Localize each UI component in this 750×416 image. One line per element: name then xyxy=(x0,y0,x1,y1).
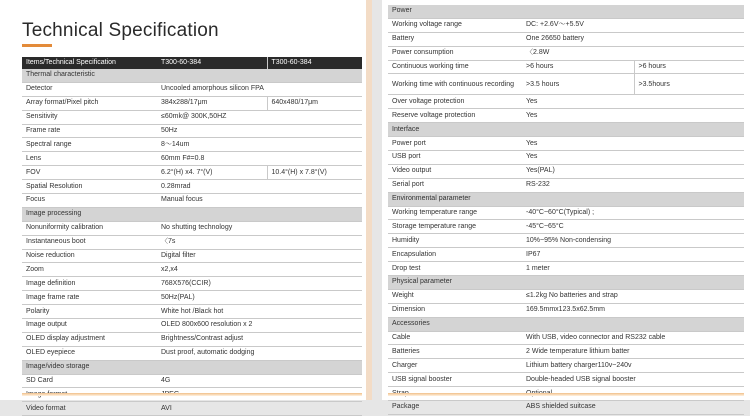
section-header-row xyxy=(388,192,744,206)
spec-value: 169.5mmx123.5x62.5mm xyxy=(522,303,744,317)
spec-label: SD Card xyxy=(22,374,157,388)
spec-label: Lens xyxy=(22,152,157,166)
spec-label: Polarity xyxy=(22,305,157,319)
spec-label: Drop test xyxy=(388,262,522,276)
section-header-row xyxy=(22,360,362,374)
spec-label: Storage temperature range xyxy=(388,220,522,234)
spec-row xyxy=(22,82,362,96)
section-header-row xyxy=(22,69,362,82)
spec-row xyxy=(22,221,362,235)
spec-row xyxy=(22,277,362,291)
spec-row xyxy=(388,303,744,317)
spec-row xyxy=(22,249,362,263)
spec-label: Spectral range xyxy=(22,138,157,152)
spec-row xyxy=(22,291,362,305)
spec-row xyxy=(22,138,362,152)
spec-value: DC: +2.6V～+5.5V xyxy=(522,18,744,32)
spec-label: Sensitivity xyxy=(22,110,157,124)
spec-label: Nonuniformity calibration xyxy=(22,221,157,235)
right-bottom-accent xyxy=(388,393,744,396)
spec-label: USB signal booster xyxy=(388,373,522,387)
spec-label: Over voltage protection xyxy=(388,95,522,109)
spec-row xyxy=(22,235,362,249)
section-header-row xyxy=(22,207,362,221)
spec-row xyxy=(388,220,744,234)
right-spec-panel xyxy=(382,0,750,411)
spec-value: 8～14um xyxy=(157,138,362,152)
spec-label: Noise reduction xyxy=(22,249,157,263)
spec-label: Humidity xyxy=(388,234,522,248)
spec-value: One 26650 battery xyxy=(522,32,744,46)
spec-row xyxy=(388,32,744,46)
spec-label: Zoom xyxy=(22,263,157,277)
spec-row xyxy=(388,109,744,123)
right-spec-table xyxy=(388,5,744,415)
spec-label: USB port xyxy=(388,151,522,165)
spec-value: Double-headed USB signal booster xyxy=(522,373,744,387)
spec-value-alt: >3.5hours xyxy=(634,74,744,95)
spec-row xyxy=(22,110,362,124)
section-label: Image processing xyxy=(22,207,362,221)
spec-row xyxy=(22,374,362,388)
spec-value-alt: 10.4°(H) x 7.8°(V) xyxy=(267,166,362,180)
page-title: Technical Specification xyxy=(22,20,219,41)
spec-value: 60mm F#=0.8 xyxy=(157,152,362,166)
spec-row xyxy=(388,289,744,303)
spec-label: Package xyxy=(388,401,522,415)
spec-value: ≤1.2kg No batteries and strap xyxy=(522,289,744,303)
spec-label: Instantaneous boot xyxy=(22,235,157,249)
spec-value: AVI xyxy=(157,402,362,416)
spec-value: x2,x4 xyxy=(157,263,362,277)
spec-label: Image output xyxy=(22,319,157,333)
spec-value: >3.5 hours xyxy=(522,74,634,95)
spec-value: Digital filter xyxy=(157,249,362,263)
spec-value: Yes xyxy=(522,109,744,123)
spec-label: Continuous working time xyxy=(388,60,522,74)
spec-label: Focus xyxy=(22,194,157,208)
section-label: Thermal characteristic xyxy=(22,69,362,82)
spec-value: 6.2°(H) x4. 7°(V) xyxy=(157,166,267,180)
spec-row xyxy=(22,166,362,180)
spec-row xyxy=(388,74,744,95)
spec-label: Battery xyxy=(388,32,522,46)
table-header-row xyxy=(22,57,362,69)
section-label: Image/video storage xyxy=(22,360,362,374)
spec-value: Brightness/Contrast adjust xyxy=(157,332,362,346)
spec-value: 50Hz(PAL) xyxy=(157,291,362,305)
spec-value: Yes(PAL) xyxy=(522,164,744,178)
spec-value: IP67 xyxy=(522,248,744,262)
left-spec-panel xyxy=(0,0,372,412)
spec-row xyxy=(388,46,744,60)
spec-value: 384x288/17μm xyxy=(157,96,267,110)
spec-label: Weight xyxy=(388,289,522,303)
spec-label: Working temperature range xyxy=(388,206,522,220)
spec-value: Lithium battery charger110v~240v xyxy=(522,359,744,373)
spec-value: Yes xyxy=(522,95,744,109)
spec-value: -45°C~65°C xyxy=(522,220,744,234)
spec-row xyxy=(388,18,744,32)
spec-value: White hot /Black hot xyxy=(157,305,362,319)
spec-row xyxy=(388,401,744,415)
spec-row xyxy=(388,262,744,276)
spec-label: Dimension xyxy=(388,303,522,317)
spec-value: >6 hours xyxy=(522,60,634,74)
spec-value: OLED 800x600 resolution x 2 xyxy=(157,319,362,333)
spec-label: Batteries xyxy=(388,345,522,359)
spec-row xyxy=(388,95,744,109)
spec-row xyxy=(22,152,362,166)
spec-row xyxy=(22,96,362,110)
section-label: Power xyxy=(388,5,744,18)
spec-row xyxy=(388,373,744,387)
spec-value: 768X576(CCIR) xyxy=(157,277,362,291)
section-label: Environmental parameter xyxy=(388,192,744,206)
spec-label: Image definition xyxy=(22,277,157,291)
spec-label: Video format xyxy=(22,402,157,416)
spec-value: ABS shielded suitcase xyxy=(522,401,744,415)
spec-label: Frame rate xyxy=(22,124,157,138)
spec-row xyxy=(22,194,362,208)
spec-label: Power port xyxy=(388,137,522,151)
header-items: Items/Technical Specification xyxy=(22,57,157,69)
spec-row xyxy=(388,164,744,178)
section-header-row xyxy=(388,123,744,137)
spec-label: Array format/Pixel pitch xyxy=(22,96,157,110)
section-label: Physical parameter xyxy=(388,276,744,290)
spec-row xyxy=(388,178,744,192)
spec-value: 1 meter xyxy=(522,262,744,276)
spec-row xyxy=(388,331,744,345)
section-header-row xyxy=(388,317,744,331)
spec-row xyxy=(388,345,744,359)
spec-label: Working voltage range xyxy=(388,18,522,32)
spec-value: Yes xyxy=(522,137,744,151)
spec-row xyxy=(22,180,362,194)
spec-row xyxy=(388,234,744,248)
section-header-row xyxy=(388,276,744,290)
spec-value: With USB, video connector and RS232 cable xyxy=(522,331,744,345)
spec-label: Image frame rate xyxy=(22,291,157,305)
spec-row xyxy=(22,305,362,319)
spec-label: Cable xyxy=(388,331,522,345)
spec-row xyxy=(388,137,744,151)
spec-row xyxy=(22,263,362,277)
spec-value-alt: 640x480/17μm xyxy=(267,96,362,110)
spec-value-alt: >6 hours xyxy=(634,60,744,74)
spec-label: Serial port xyxy=(388,178,522,192)
spec-row xyxy=(22,402,362,416)
spec-label: Working time with continuous recording xyxy=(388,74,522,95)
header-model-b: T300-60-384 xyxy=(267,57,362,69)
spec-label: FOV xyxy=(22,166,157,180)
spec-row xyxy=(388,248,744,262)
spec-label: Reserve voltage protection xyxy=(388,109,522,123)
spec-row xyxy=(22,319,362,333)
spec-label: Power consumption xyxy=(388,46,522,60)
spec-row xyxy=(22,124,362,138)
spec-row xyxy=(388,359,744,373)
spec-label: Spatial Resolution xyxy=(22,180,157,194)
spec-row xyxy=(22,332,362,346)
spec-row xyxy=(388,60,744,74)
spec-label: OLED display adjustment xyxy=(22,332,157,346)
spec-value: Uncooled amorphous silicon FPA xyxy=(157,82,362,96)
section-header-row xyxy=(388,5,744,18)
spec-value: 10%~95% Non-condensing xyxy=(522,234,744,248)
spec-value: Manual focus xyxy=(157,194,362,208)
title-accent-bar xyxy=(22,44,52,47)
spec-label: Charger xyxy=(388,359,522,373)
spec-value: 〈7s xyxy=(157,235,362,249)
spec-label: Encapsulation xyxy=(388,248,522,262)
spec-value: 50Hz xyxy=(157,124,362,138)
spec-value: -40°C~60°C(Typical) ; xyxy=(522,206,744,220)
spec-label: Detector xyxy=(22,82,157,96)
left-bottom-accent xyxy=(22,393,362,396)
spec-value: 0.28mrad xyxy=(157,180,362,194)
spec-row xyxy=(388,206,744,220)
spec-label: OLED eyepiece xyxy=(22,346,157,360)
spec-label: Video output xyxy=(388,164,522,178)
spec-value: ≤60mk@ 300K,50HZ xyxy=(157,110,362,124)
header-model-a: T300-60-384 xyxy=(157,57,267,69)
spec-row xyxy=(388,151,744,165)
left-spec-table xyxy=(22,57,362,416)
spec-value: 〈2.8W xyxy=(522,46,744,60)
spec-value: 4G xyxy=(157,374,362,388)
spec-value: 2 Wide temperature lithium batter xyxy=(522,345,744,359)
spec-row xyxy=(22,346,362,360)
section-label: Interface xyxy=(388,123,744,137)
section-label: Accessories xyxy=(388,317,744,331)
spec-value: RS-232 xyxy=(522,178,744,192)
spec-value: Yes xyxy=(522,151,744,165)
spec-value: No shutting technology xyxy=(157,221,362,235)
spec-value: Dust proof, automatic dodging xyxy=(157,346,362,360)
